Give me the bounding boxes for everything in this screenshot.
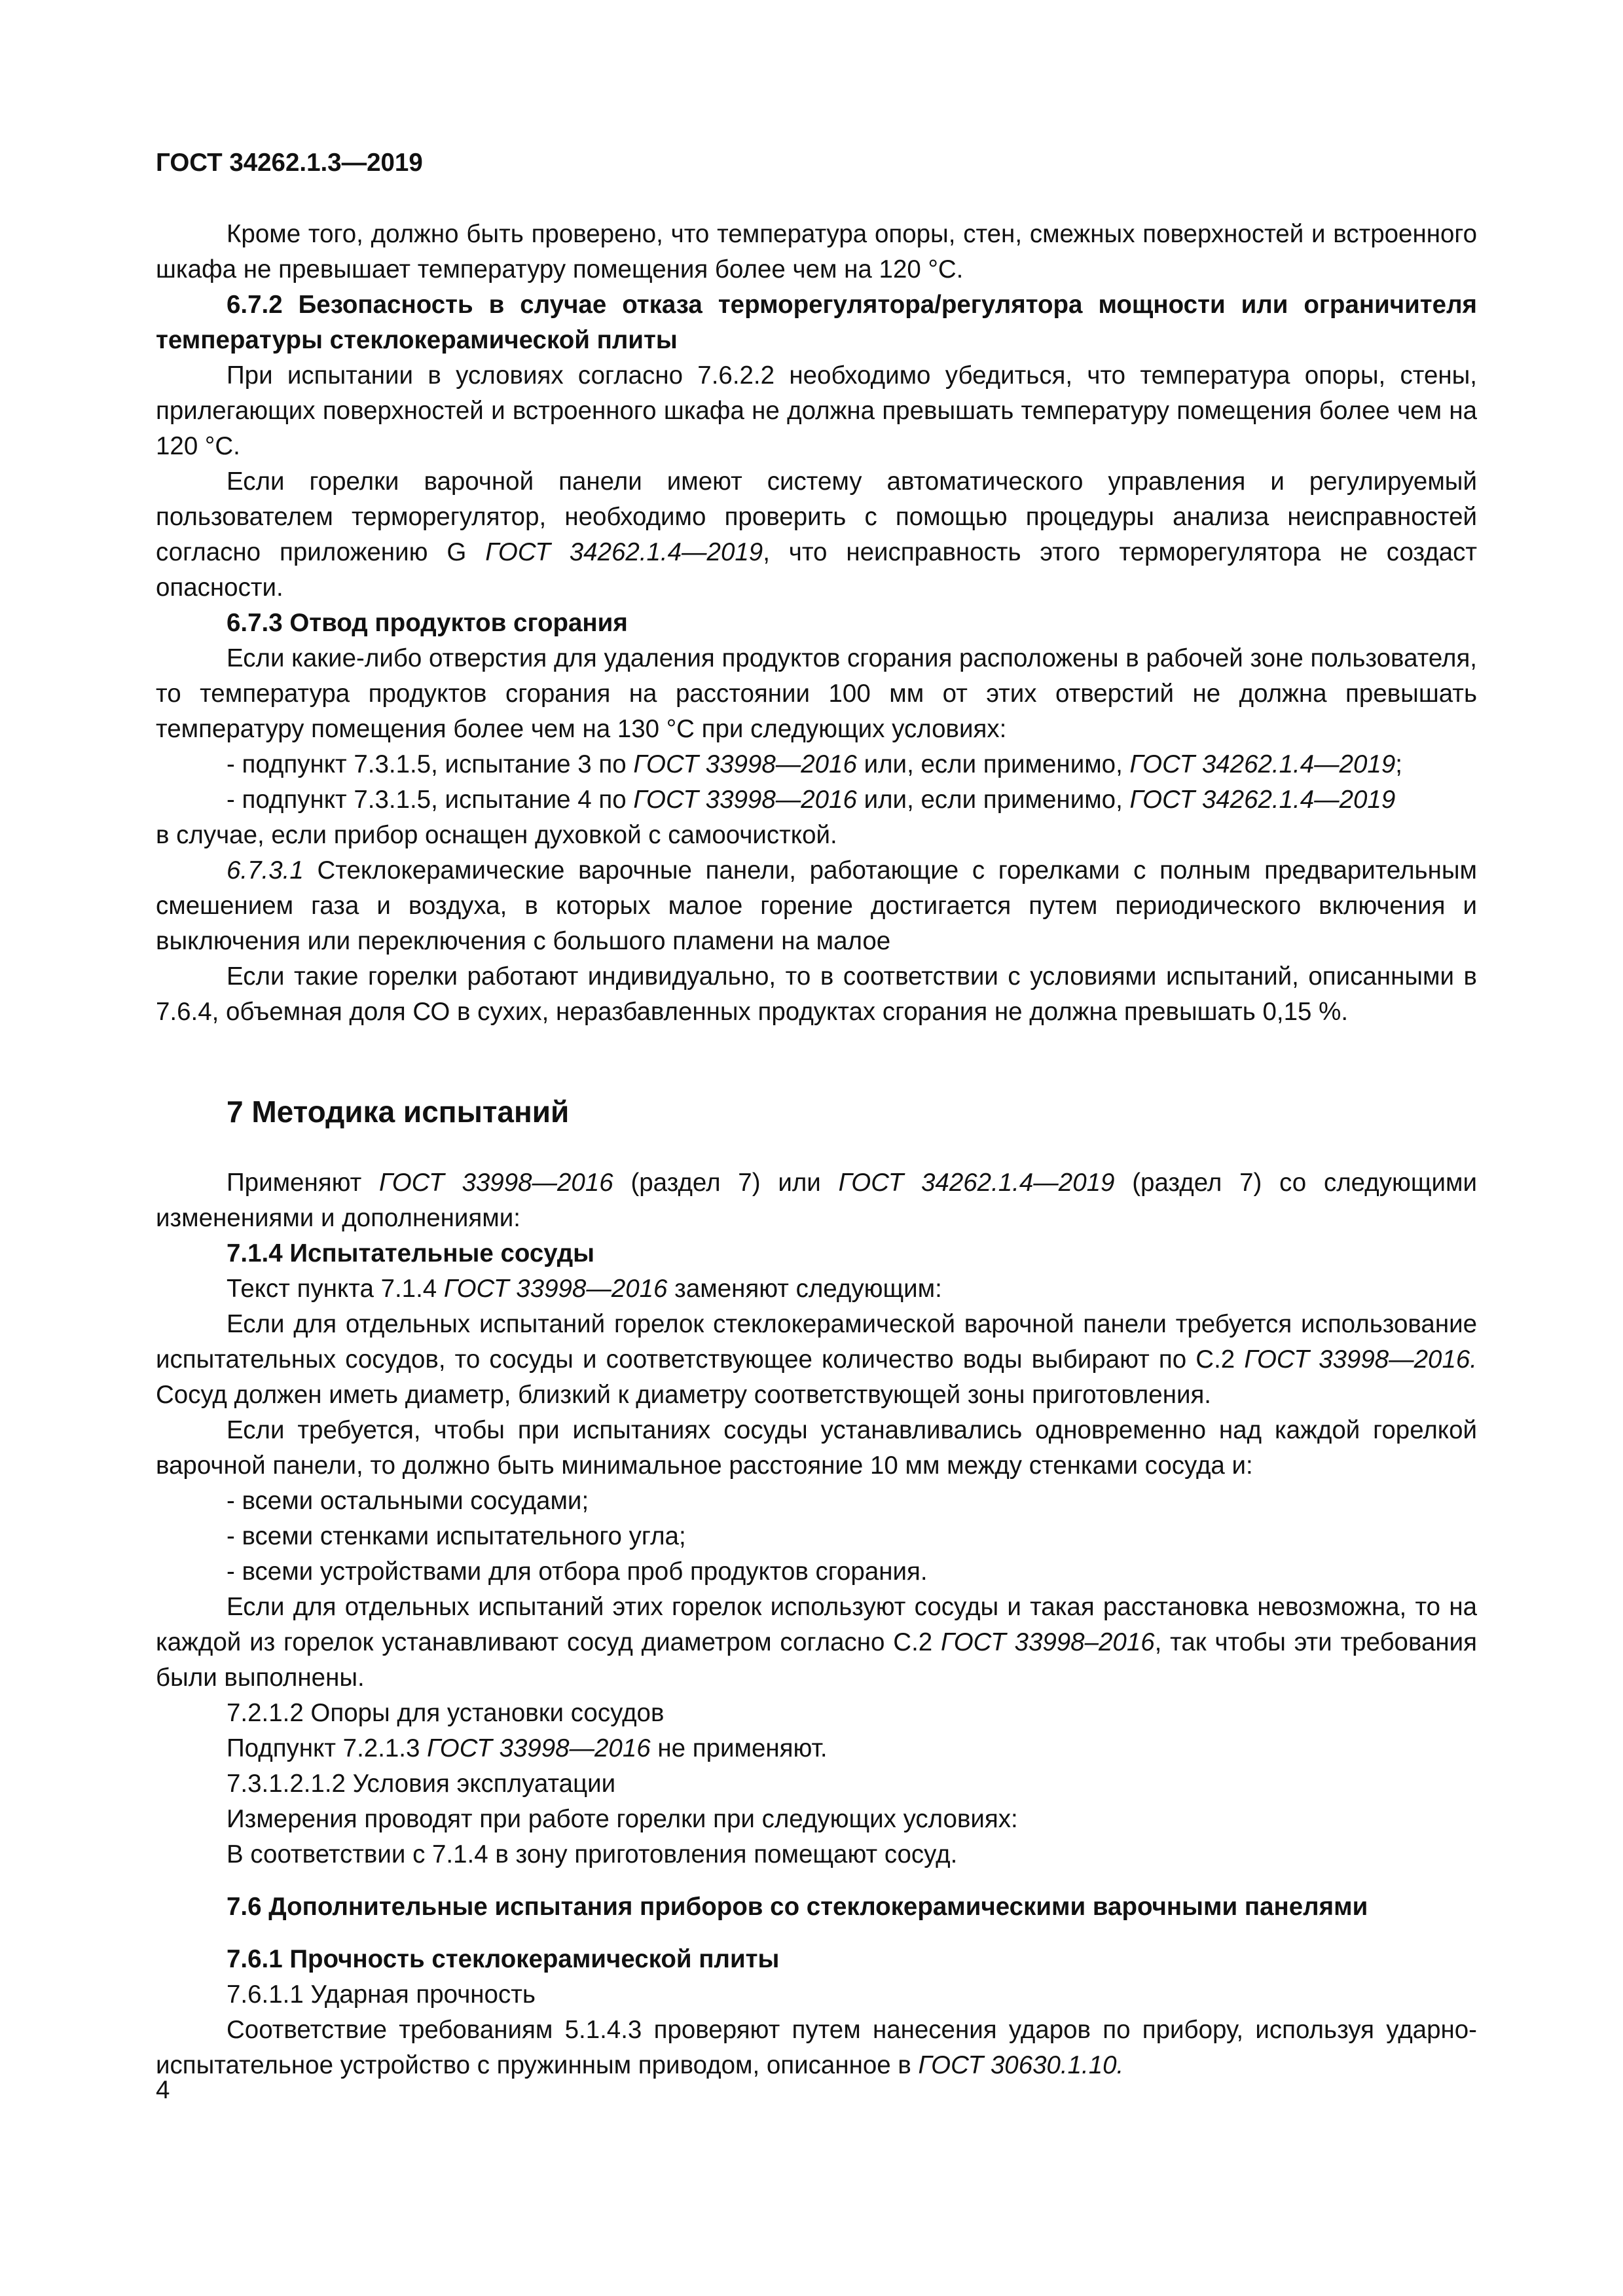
- section-7-6-1-heading: 7.6.1 Прочность стеклокерамической плиты: [227, 1945, 780, 1973]
- section-7-3-1-2-1-2-paragraph-1: Измерения проводят при работе горелки при следующих условиях:: [227, 1805, 1018, 1833]
- section-6-7-3-paragraph-1: Если какие-либо отверстия для удаления продуктов сгорания расположены в рабочей зоне пользователя, то температура продуктов сгорания на расстоянии 100 мм от этих отверстий не должна превышать температуру помещения более чем на 130 °С при следующих условиях:: [156, 644, 1477, 743]
- section-7-6-heading: 7.6 Дополнительные испытания приборов со стеклокерамическими варочными панелями: [227, 1893, 1368, 1921]
- section-6-7-3-heading: 6.7.3 Отвод продуктов сгорания: [227, 609, 628, 637]
- standard-reference: ГОСТ 33998–2016: [941, 1628, 1155, 1656]
- section-7-heading: 7 Методика испытаний: [227, 1095, 570, 1129]
- section-7-1-4-heading: 7.1.4 Испытательные сосуды: [227, 1239, 595, 1267]
- section-7-1-4-paragraph-3: Если требуется, чтобы при испытаниях сосуды устанавливались одновременно над каждой горелкой варочной панели, то должно быть минимальное расстояние 10 мм между стенками сосуда и:: [156, 1416, 1477, 1480]
- standard-reference: ГОСТ 33998—2016: [443, 1275, 668, 1303]
- list-item: - всеми стенками испытательного угла;: [227, 1522, 686, 1550]
- standard-reference: ГОСТ 30630.1.10.: [918, 2051, 1124, 2079]
- section-6-7-2-paragraph-1: При испытании в условиях согласно 7.6.2.2 необходимо убедиться, что температура опоры, стены, прилегающих поверхностей и встроенного шкафа не должна превышать температуру помещения более чем на 120 °С.: [156, 361, 1477, 460]
- section-7-1-4-paragraph-2: Если для отдельных испытаний горелок стеклокерамической варочной панели требуется использование испытательных сосудов, то сосуды и соответствующее количество воды выбирают по С.2 ГОСТ 33998—2016. Сосуд должен иметь диаметр, близкий к диаметру соответствующей зоны приготовления.: [156, 1310, 1477, 1409]
- list-item: - подпункт 7.3.1.5, испытание 3 по ГОСТ 33998—2016 или, если применимо, ГОСТ 34262.1.4—2019;: [227, 750, 1402, 778]
- section-7-1-4-paragraph-1: Текст пункта 7.1.4 ГОСТ 33998—2016 заменяют следующим:: [227, 1275, 942, 1303]
- standard-reference: ГОСТ 33998—2016: [633, 750, 857, 778]
- list-item: - всеми устройствами для отбора проб продуктов сгорания.: [227, 1558, 928, 1586]
- list-item: - всеми остальными сосудами;: [227, 1487, 589, 1515]
- section-6-7-3-paragraph-2: в случае, если прибор оснащен духовкой с самоочисткой.: [156, 821, 837, 849]
- standard-reference: ГОСТ 33998—2016: [427, 1734, 651, 1762]
- section-7-3-1-2-1-2-paragraph-2: В соответствии с 7.1.4 в зону приготовления помещают сосуд.: [227, 1840, 958, 1868]
- section-6-7-3-1-paragraph: 6.7.3.1 Стеклокерамические варочные панели, работающие с горелками с полным предварительным смешением газа и воздуха, в которых малое горение достигается путем периодического включения и выключения или переключения с большого пламени на малое: [156, 856, 1477, 955]
- standard-reference: ГОСТ 33998—2016: [379, 1169, 613, 1197]
- section-7-2-1-2-heading: 7.2.1.2 Опоры для установки сосудов: [227, 1699, 665, 1727]
- section-7-1-4-paragraph-4: Если для отдельных испытаний этих горелок используют сосуды и такая расстановка невозможна, то на каждой из горелок устанавливают сосуд диаметром согласно С.2 ГОСТ 33998–2016, так чтобы эти требования были выполнены.: [156, 1593, 1478, 1692]
- list-item: - подпункт 7.3.1.5, испытание 4 по ГОСТ 33998—2016 или, если применимо, ГОСТ 34262.1.4—2019: [227, 786, 1396, 814]
- standard-reference: ГОСТ 34262.1.4—2019: [1129, 786, 1396, 814]
- standard-reference: ГОСТ 34262.1.4—2019: [1129, 750, 1396, 778]
- document-header: ГОСТ 34262.1.3—2019: [156, 149, 423, 177]
- clause-number: 6.7.3.1: [227, 856, 304, 884]
- section-6-7-2-paragraph-2: Если горелки варочной панели имеют систему автоматического управления и регулируемый пользователем терморегулятор, необходимо проверить с помощью процедуры анализа неисправностей согласно приложению G ГОСТ 34262.1.4—2019, что неисправность этого терморегулятора не создаст опасности.: [156, 467, 1477, 602]
- page-number: 4: [156, 2076, 170, 2104]
- standard-reference: ГОСТ 34262.1.4—2019: [838, 1169, 1115, 1197]
- document-body: [156, 217, 1477, 2083]
- standard-reference: ГОСТ 33998—2016: [633, 786, 857, 814]
- section-7-2-1-2-paragraph: Подпункт 7.2.1.3 ГОСТ 33998—2016 не применяют.: [227, 1734, 828, 1762]
- section-6-7-3-1-paragraph-2: Если такие горелки работают индивидуально, то в соответствии с условиями испытаний, описанными в 7.6.4, объемная доля СО в сухих, неразбавленных продуктах сгорания не должна превышать 0,15 %.: [156, 962, 1477, 1026]
- section-7-paragraph-1: Применяют ГОСТ 33998—2016 (раздел 7) или ГОСТ 34262.1.4—2019 (раздел 7) со следующими изменениями и дополнениями:: [156, 1169, 1477, 1232]
- section-7-3-1-2-1-2-heading: 7.3.1.2.1.2 Условия эксплуатации: [227, 1770, 616, 1798]
- section-7-6-1-1-paragraph: Соответствие требованиям 5.1.4.3 проверяют путем нанесения ударов по прибору, используя ударно-испытательное устройство с пружинным приводом, описанное в ГОСТ 30630.1.10.: [156, 2016, 1477, 2079]
- section-6-7-2-heading: 6.7.2 Безопасность в случае отказа терморегулятора/регулятора мощности или ограничителя температуры стеклокерамической плиты: [156, 291, 1477, 354]
- section-7-6-1-1-heading: 7.6.1.1 Ударная прочность: [227, 1980, 536, 2009]
- paragraph-temperature-check: Кроме того, должно быть проверено, что температура опоры, стен, смежных поверхностей и встроенного шкафа не превышает температуру помещения более чем на 120 °С.: [156, 220, 1477, 283]
- standard-reference: ГОСТ 33998—2016.: [1244, 1345, 1477, 1374]
- standard-reference: ГОСТ 34262.1.4—2019: [485, 538, 763, 566]
